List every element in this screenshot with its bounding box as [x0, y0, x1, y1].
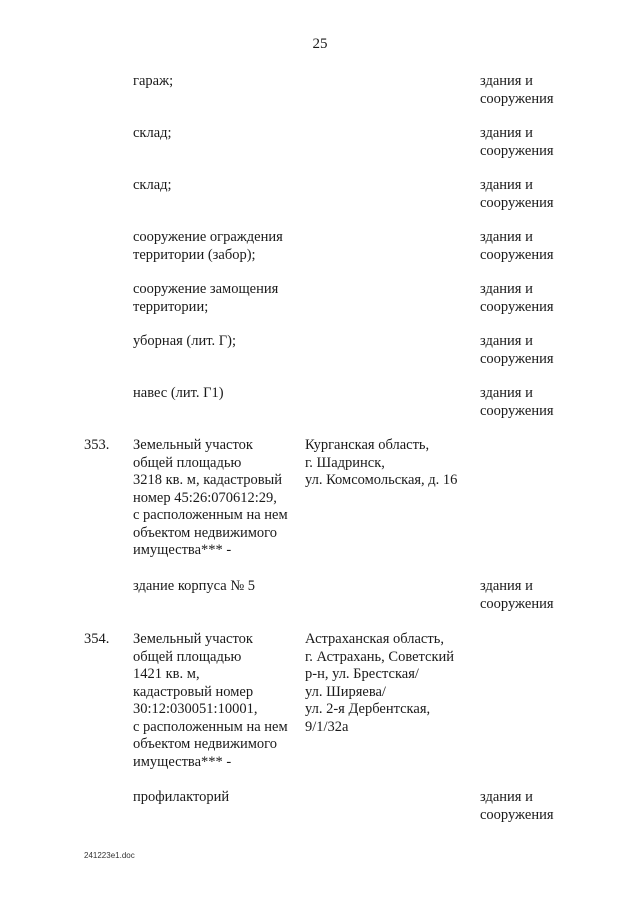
- item-category: здания и сооружения: [480, 789, 554, 823]
- item-number: 354.: [84, 631, 110, 647]
- item-address: Астраханская область, г. Астрахань, Советский р-н, ул. Брестская/ ул. Ширяева/ ул. 2-я Дербентская, 9/1/32а: [305, 631, 455, 735]
- list-item: [0, 631, 640, 789]
- list-item: [0, 73, 640, 125]
- item-category: здания и сооружения: [480, 281, 554, 315]
- list-item: [0, 229, 640, 281]
- item-category: здания и сооружения: [480, 229, 554, 263]
- item-name: гараж;: [133, 73, 174, 89]
- property-list: [0, 73, 640, 829]
- item-name: Земельный участок общей площадью 3218 кв. м, кадастровый номер 45:26:070612:29, с расположенным на нем объектом недвижимого имущества*** -: [133, 437, 288, 558]
- list-item: [0, 125, 640, 177]
- item-name: склад;: [133, 125, 172, 141]
- item-name: навес (лит. Г1): [133, 385, 224, 401]
- item-name: склад;: [133, 177, 172, 193]
- list-item: [0, 385, 640, 437]
- item-number: 353.: [84, 437, 110, 453]
- item-name: здание корпуса № 5: [133, 578, 256, 594]
- item-category: здания и сооружения: [480, 125, 554, 159]
- item-name: сооружение ограждения территории (забор);: [133, 229, 283, 263]
- document-filename: 241223e1.doc: [84, 851, 135, 860]
- page-number: 25: [312, 36, 328, 52]
- list-item: [0, 437, 640, 578]
- item-name: Земельный участок общей площадью 1421 кв. м, кадастровый номер 30:12:030051:10001, с расположенным на нем объектом недвижимого имущества*** -: [133, 631, 288, 770]
- list-item: [0, 333, 640, 385]
- list-item: [0, 789, 640, 829]
- list-item: [0, 177, 640, 229]
- list-item: [0, 281, 640, 333]
- item-address: Курганская область, г. Шадринск, ул. Комсомольская, д. 16: [305, 437, 458, 488]
- item-category: здания и сооружения: [480, 177, 554, 211]
- item-name: сооружение замощения территории;: [133, 281, 279, 315]
- item-category: здания и сооружения: [480, 578, 554, 612]
- list-item: [0, 578, 640, 631]
- item-category: здания и сооружения: [480, 333, 554, 367]
- item-category: здания и сооружения: [480, 73, 554, 107]
- item-name: уборная (лит. Г);: [133, 333, 236, 349]
- item-name: профилакторий: [133, 789, 230, 805]
- item-category: здания и сооружения: [480, 385, 554, 419]
